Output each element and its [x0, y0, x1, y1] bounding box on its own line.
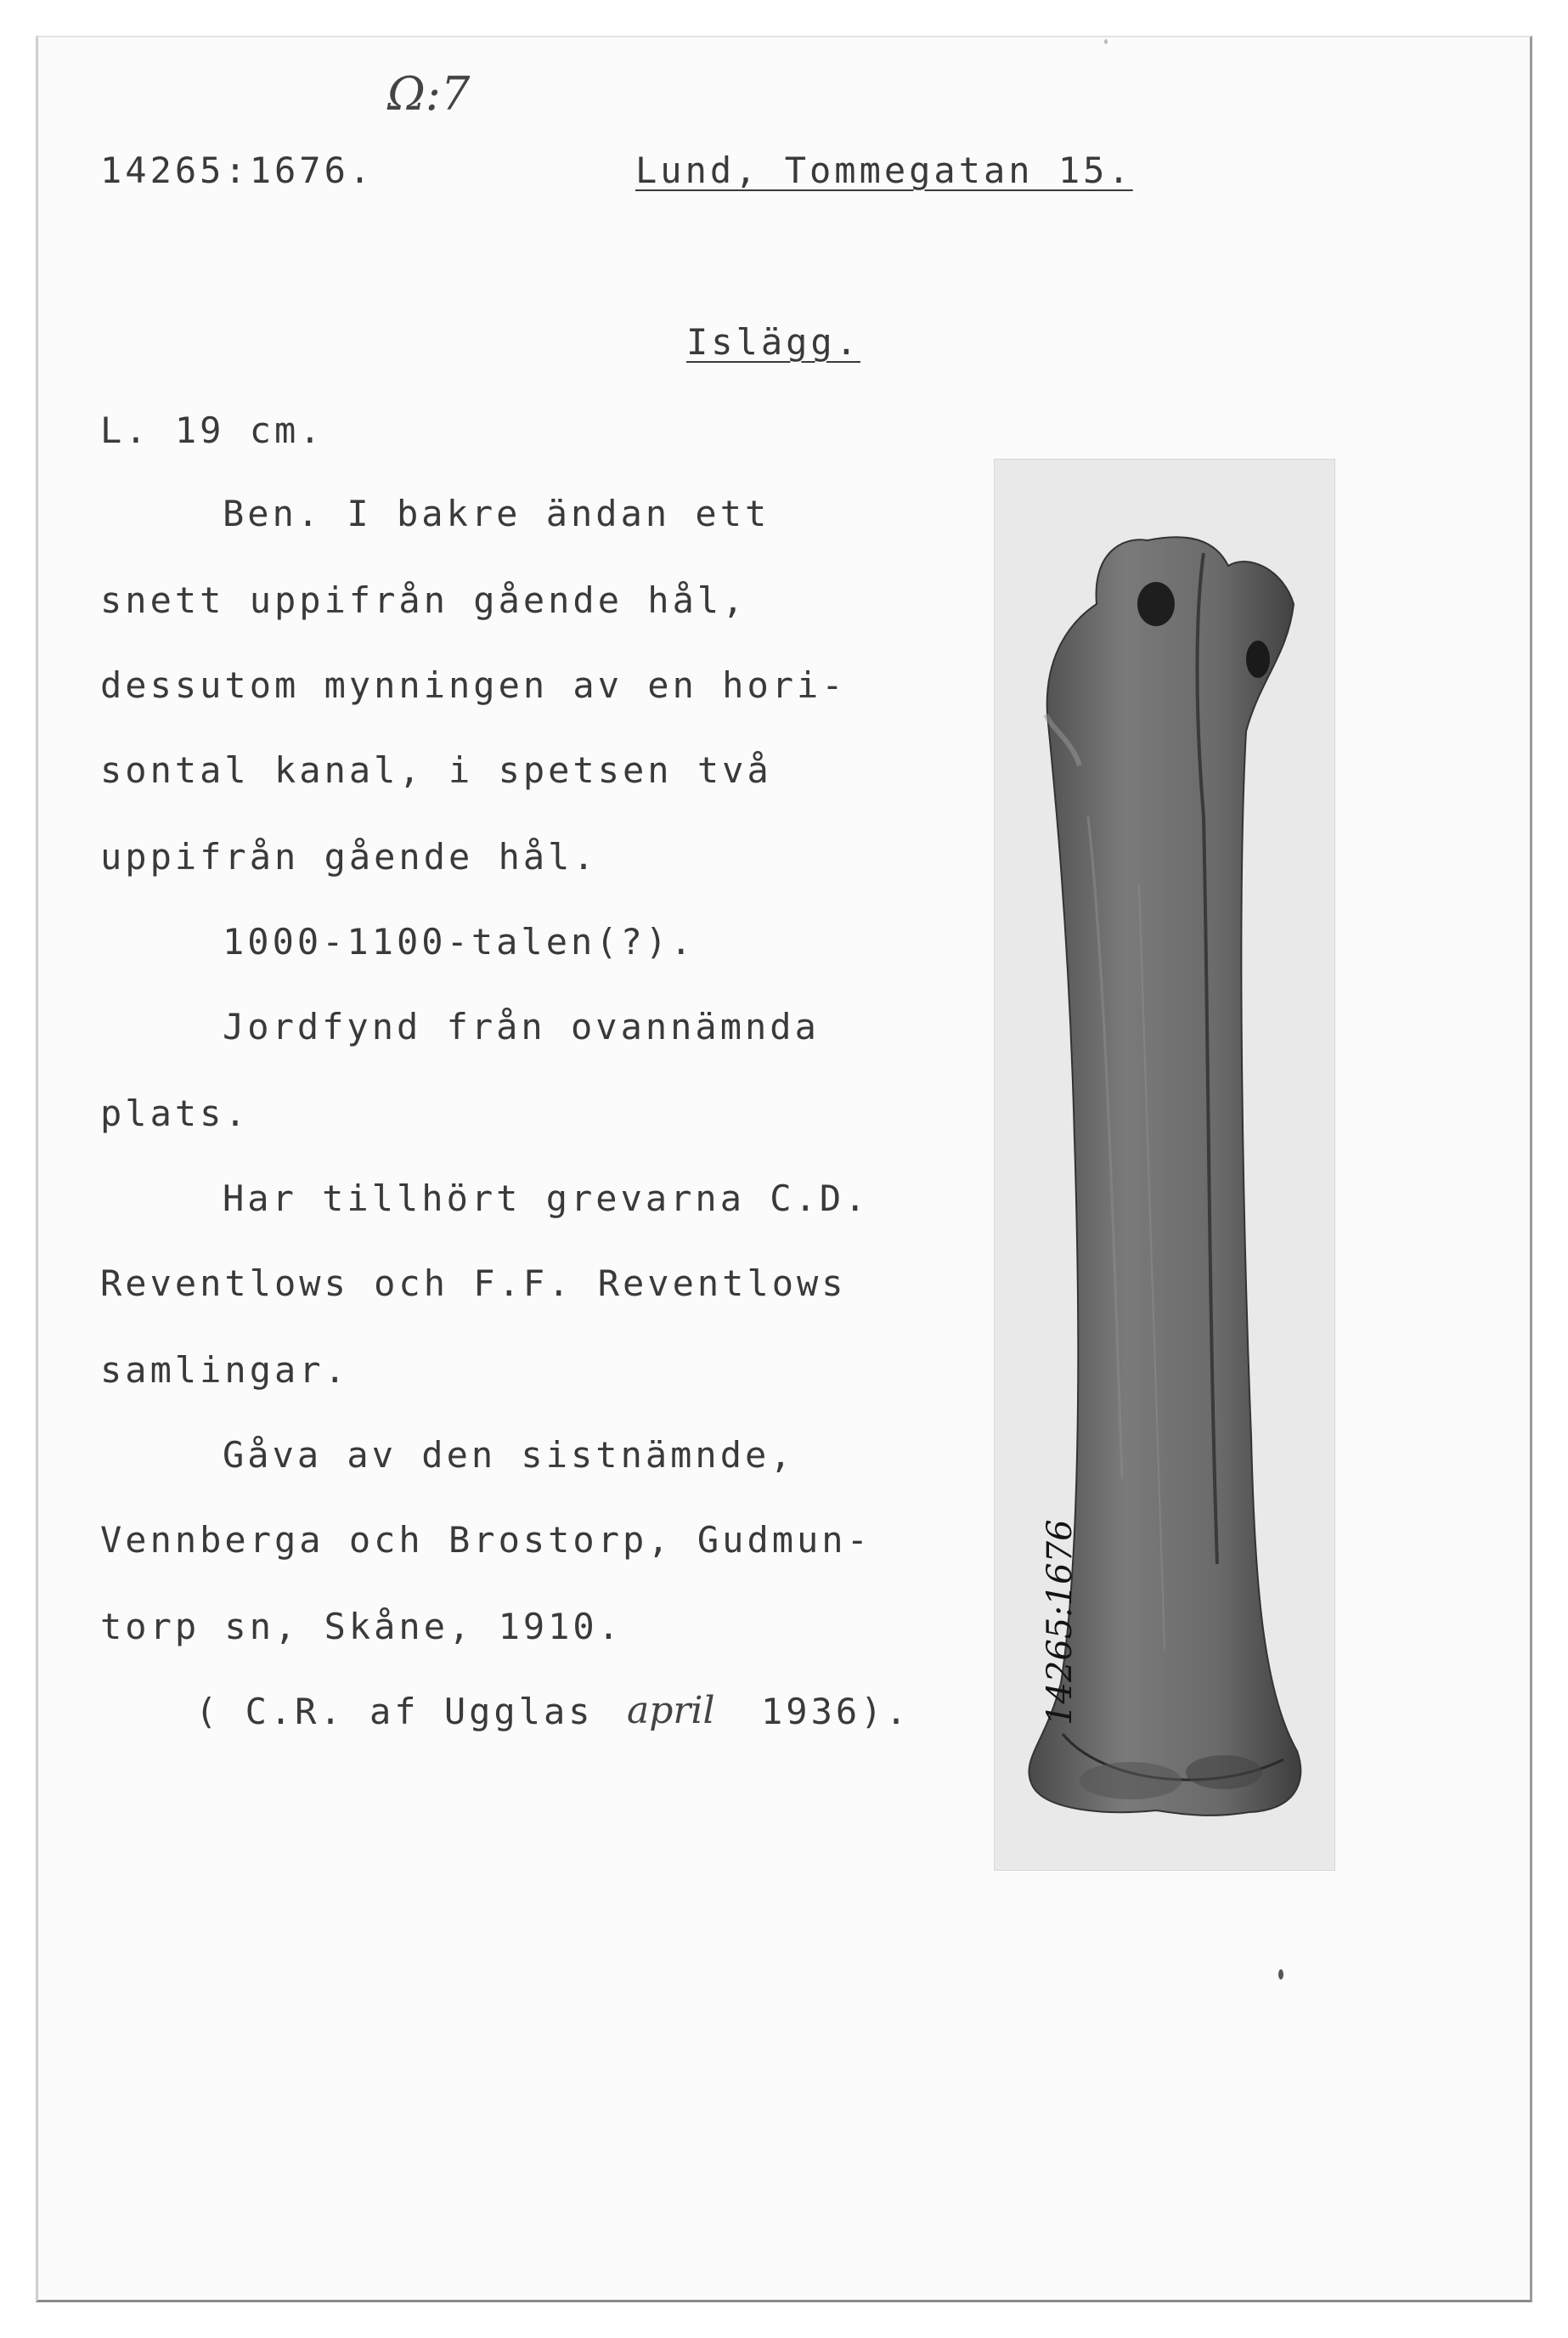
object-length: L. 19 cm. [100, 409, 324, 451]
find-location: Lund, Tommegatan 15. [635, 150, 1133, 191]
description-line: Ben. I bakre ändan ett [223, 493, 770, 534]
description-line: plats. [100, 1093, 250, 1134]
object-photograph [994, 459, 1335, 1871]
hole-marker [1246, 641, 1270, 678]
signature-month-handwritten: april [627, 1689, 715, 1732]
donation-line: Vennberga och Brostorp, Gudmun- [100, 1519, 871, 1561]
donation-line: Gåva av den sistnämnde, [223, 1434, 795, 1476]
signature-close: 1936). [761, 1691, 911, 1732]
description-line: uppifrån gående hål. [100, 836, 598, 878]
object-title: Islägg. [686, 321, 861, 363]
paper-speck [1278, 1969, 1283, 1979]
donation-line: torp sn, Skåne, 1910. [100, 1606, 623, 1647]
object-inscription: 14265:1676 [1041, 1519, 1080, 1725]
bone-skate-image [995, 460, 1334, 1870]
description-line: dessutom mynningen av en hori- [100, 664, 847, 706]
handwritten-mark: Ω:7 [387, 67, 471, 121]
provenance-line: Har tillhört grevarna C.D. [223, 1177, 870, 1219]
provenance-line: Reventlows och F.F. Reventlows [100, 1262, 847, 1304]
description-line: snett uppifrån gående hål, [100, 579, 747, 621]
catalog-number: 14265:1676. [100, 150, 375, 191]
dating-line: 1000-1100-talen(?). [223, 921, 696, 963]
provenance-line: samlingar. [100, 1349, 349, 1391]
description-line: Jordfynd från ovannämnda [223, 1006, 820, 1048]
hole-marker [1137, 582, 1175, 626]
signature-open: ( C.R. af Ugglas [195, 1691, 594, 1732]
paper-speck [1104, 39, 1108, 44]
description-line: sontal kanal, i spetsen två [100, 749, 772, 791]
